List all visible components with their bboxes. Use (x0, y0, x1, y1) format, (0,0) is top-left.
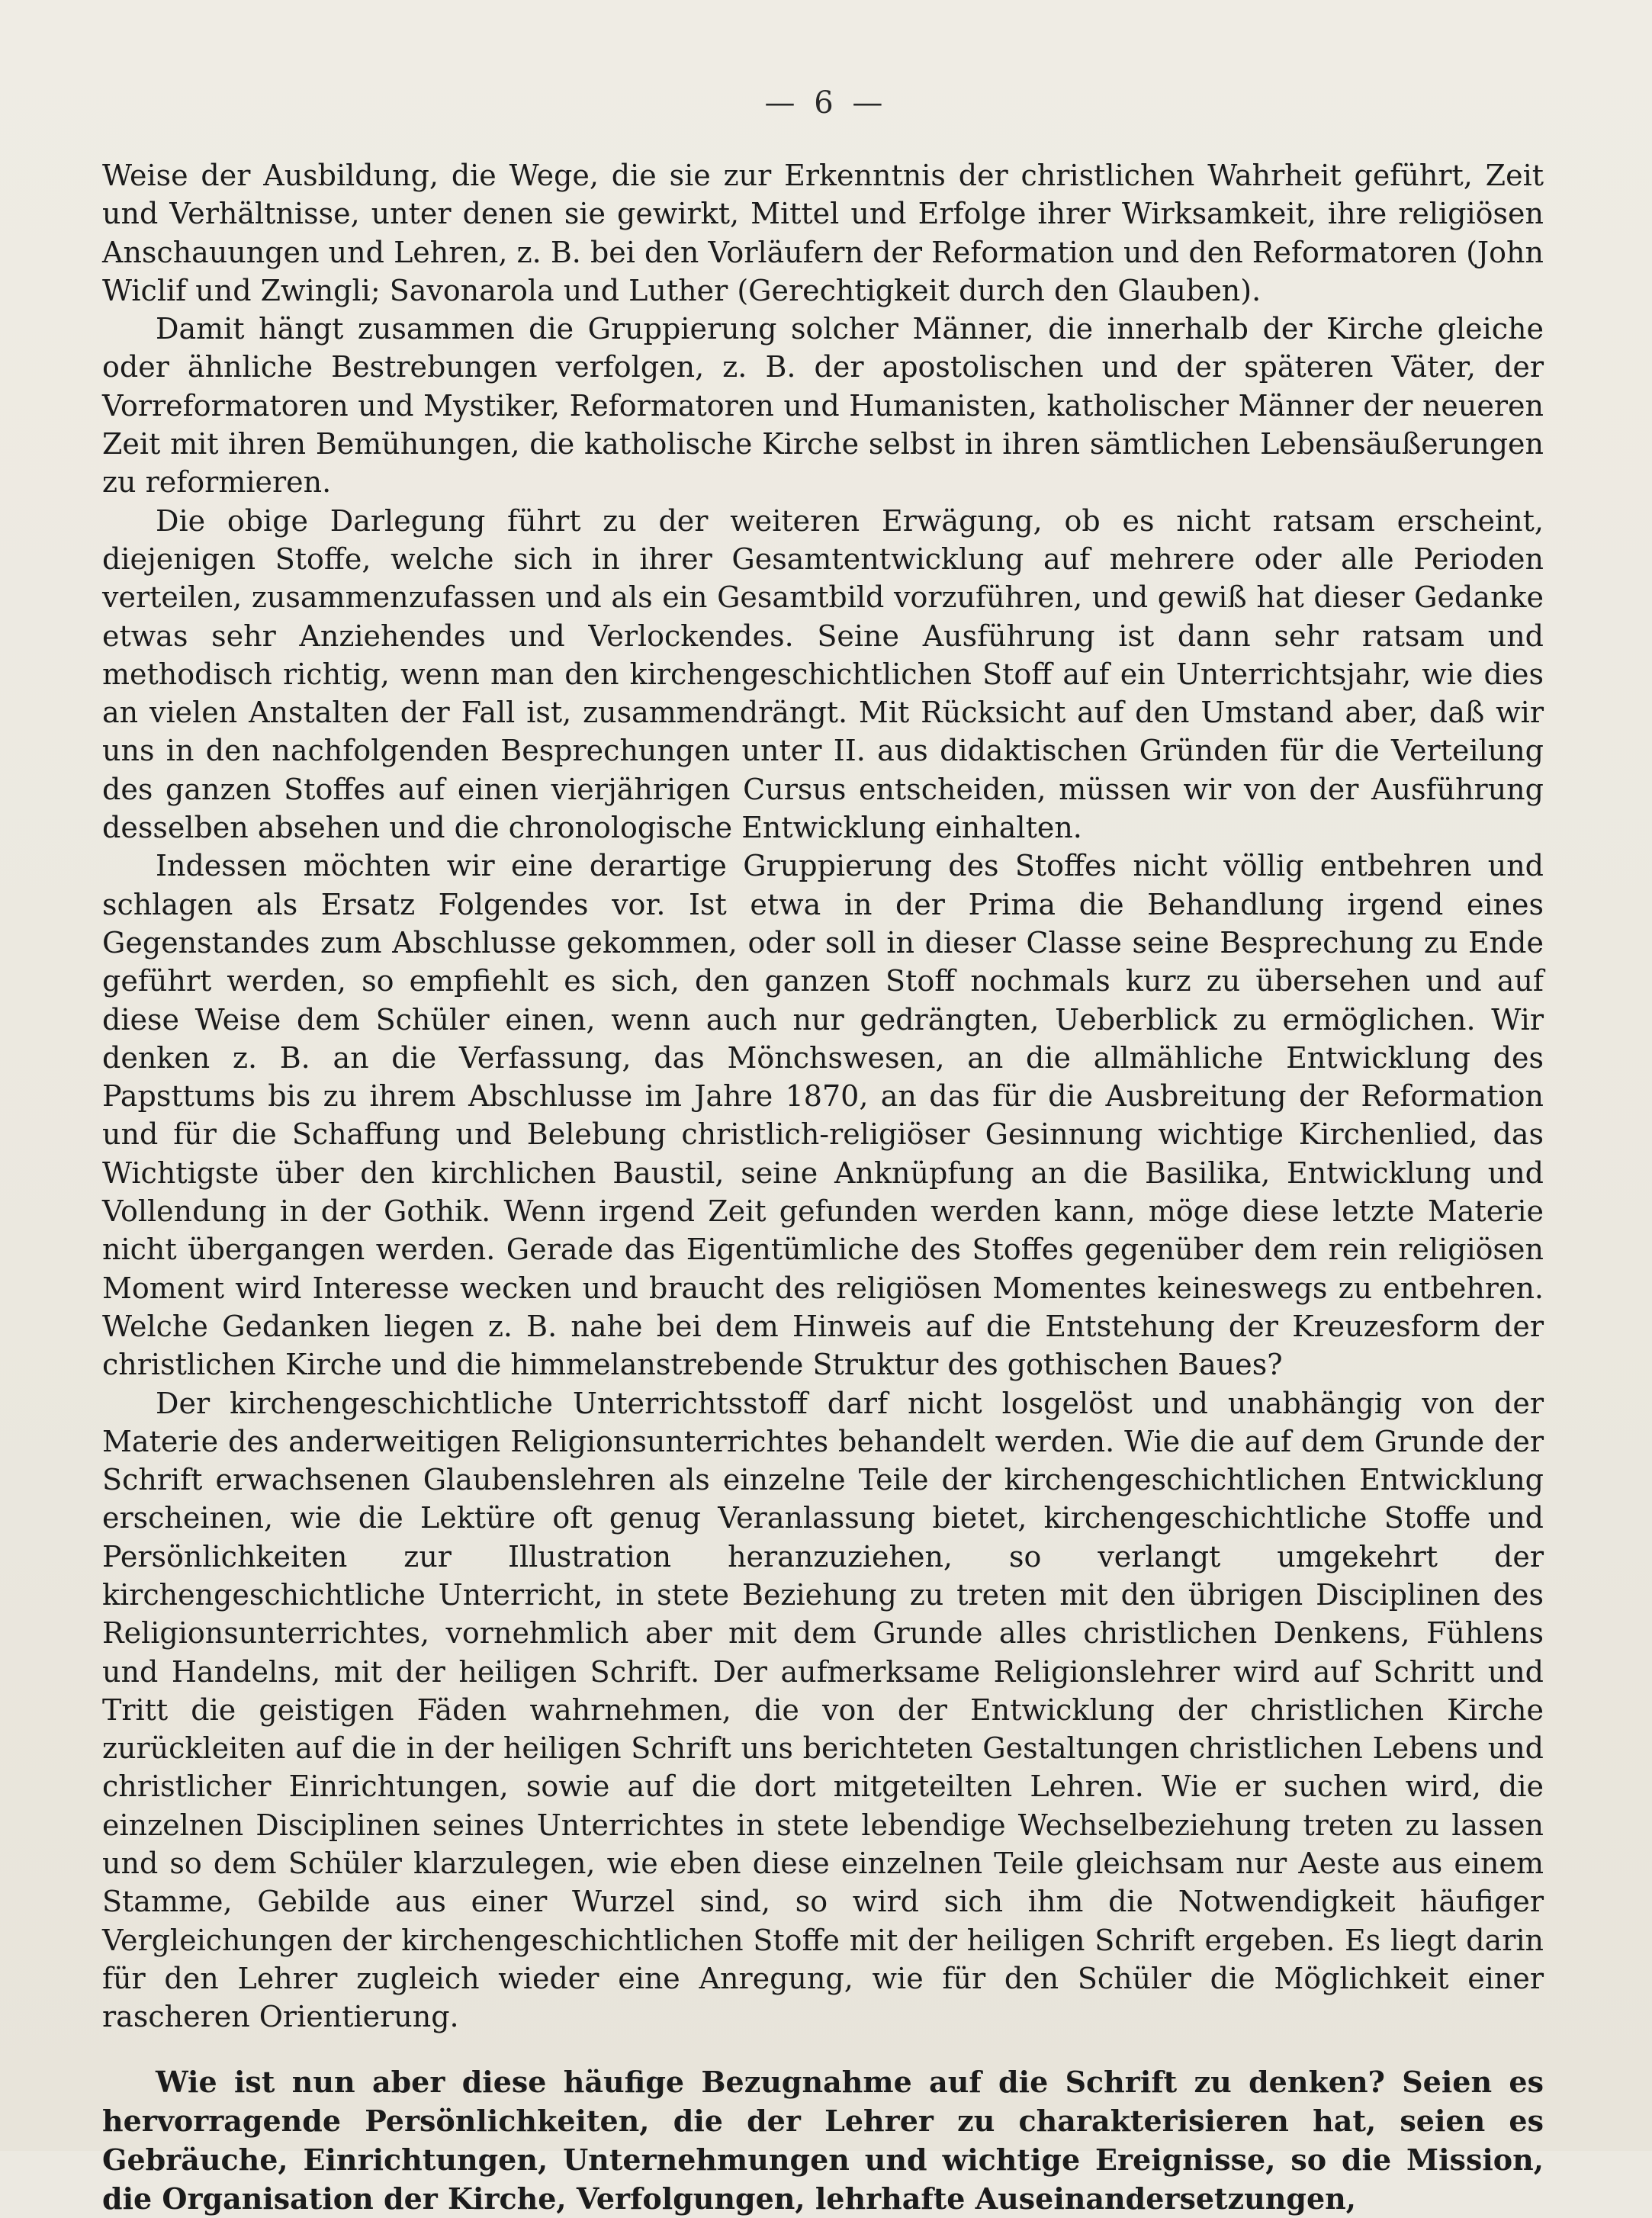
paragraph-5: Der kirchengeschichtliche Unterrichtsstoff darf nicht losgelöst und unabhängig von der Materie des anderweitigen Religionsunterrichtes behandelt werden. Wie die auf dem Grunde der Schrift erwachsenen Glaubenslehren als einzelne Teile der kirchengeschichtlichen Entwicklung erscheinen, wie die Lektüre oft genug Veranlassung bietet, kirchengeschichtliche Stoffe und Persönlichkeiten zur Illustration heranzuziehen, so verlangt umgekehrt der kirchengeschichtliche Unterricht, in stete Beziehung zu treten mit den übrigen Disciplinen des Religionsunterrichtes, vornehmlich aber mit dem Grunde alles christlichen Denkens, Fühlens und Handelns, mit der heiligen Schrift. Der aufmerksame Religionslehrer wird auf Schritt und Tritt die geistigen Fäden wahrnehmen, die von der Entwicklung der christlichen Kirche zurückleiten auf die in der heiligen Schrift uns berichteten Gestaltungen christlichen Lebens und christlicher Einrichtungen, sowie auf die dort mitgeteilten Lehren. Wie er suchen wird, die einzelnen Disciplinen seines Unterrichtes in stete lebendige Wechselbeziehung treten zu lassen und so dem Schüler klarzulegen, wie eben diese einzelnen Teile gleichsam nur Aeste aus einem Stamme, Gebilde aus einer Wurzel sind, so wird sich ihm die Notwendigkeit häufiger Vergleichungen der kirchengeschichtlichen Stoffe mit der heiligen Schrift ergeben. Es liegt darin für den Lehrer zugleich wieder eine Anregung, wie für den Schüler die Möglichkeit einer rascheren Orientierung. (102, 1386, 1544, 2034)
paragraph-1: Weise der Ausbildung, die Wege, die sie zur Erkenntnis der christlichen Wahrheit geführt, Zeit und Verhältnisse, unter denen sie gewirkt, Mittel und Erfolge ihrer Wirksamkeit, ihre religiösen Anschauungen und Lehren, z. B. bei den Vorläufern der Reformation und den Reformatoren (John Wiclif und Zwingli; Savonarola und Luther (Gerechtigkeit durch den Glauben). (102, 159, 1544, 307)
text-body (102, 156, 1544, 2218)
page-number: — 6 — (764, 85, 888, 121)
paragraph-6: Wie ist nun aber diese häufige Bezugnahme auf die Schrift zu denken? Seien es hervorragende Persönlichkeiten, die der Lehrer zu charakterisieren hat, seien es Gebräuche, Einrichtungen, Unternehmungen und wichtige Ereignisse, so die Mission, die Organisation der Kirche, Verfolgungen, lehrhafte Auseinandersetzungen, (102, 2064, 1544, 2216)
paragraph-4: Indessen möchten wir eine derartige Gruppierung des Stoffes nicht völlig entbehren und schlagen als Ersatz Folgendes vor. Ist etwa in der Prima die Behandlung irgend eines Gegenstandes zum Abschlusse gekommen, oder soll in dieser Classe seine Besprechung zu Ende geführt werden, so empfiehlt es sich, den ganzen Stoff nochmals kurz zu übersehen und auf diese Weise dem Schüler einen, wenn auch nur gedrängten, Ueberblick zu ermöglichen. Wir denken z. B. an die Verfassung, das Mönchswesen, an die allmähliche Entwicklung des Papsttums bis zu ihrem Abschlusse im Jahre 1870, an das für die Ausbreitung der Reformation und für die Schaffung und Belebung christlich-religiöser Gesinnung wichtige Kirchenlied, das Wichtigste über den kirchlichen Baustil, seine Anknüpfung an die Basilika, Entwicklung und Vollendung in der Gothik. Wenn irgend Zeit gefunden werden kann, möge diese letzte Materie nicht übergangen werden. Gerade das Eigentümliche des Stoffes gegenüber dem rein religiösen Moment wird Interesse wecken und braucht des religiösen Momentes keineswegs zu entbehren. Welche Gedanken liegen z. B. nahe bei dem Hinweis auf die Entstehung der Kreuzesform der christlichen Kirche und die himmelanstrebende Struktur des gothischen Baues? (102, 849, 1544, 1382)
paragraph-3: Die obige Darlegung führt zu der weiteren Erwägung, ob es nicht ratsam erscheint, diejenigen Stoffe, welche sich in ihrer Gesamtentwicklung auf mehrere oder alle Perioden verteilen, zusammenzufassen und als ein Gesamtbild vorzuführen, und gewiß hat dieser Gedanke etwas sehr Anziehendes und Verlockendes. Seine Ausführung ist dann sehr ratsam und methodisch richtig, wenn man den kirchengeschichtlichen Stoff auf ein Unterrichtsjahr, wie dies an vielen Anstalten der Fall ist, zusammendrängt. Mit Rücksicht auf den Umstand aber, daß wir uns in den nachfolgenden Besprechungen unter II. aus didaktischen Gründen für die Verteilung des ganzen Stoffes auf einen vierjährigen Cursus entscheiden, müssen wir von der Ausführung desselben absehen und die chronologische Entwicklung einhalten. (102, 503, 1544, 845)
paragraph-2: Damit hängt zusammen die Gruppierung solcher Männer, die innerhalb der Kirche gleiche oder ähnliche Bestrebungen verfolgen, z. B. der apostolischen und der späteren Väter, der Vorreformatoren und Mystiker, Reformatoren und Humanisten, katholischer Männer der neueren Zeit mit ihren Bemühungen, die katholische Kirche selbst in ihren sämtlichen Lebensäußerungen zu reformieren. (102, 312, 1544, 500)
